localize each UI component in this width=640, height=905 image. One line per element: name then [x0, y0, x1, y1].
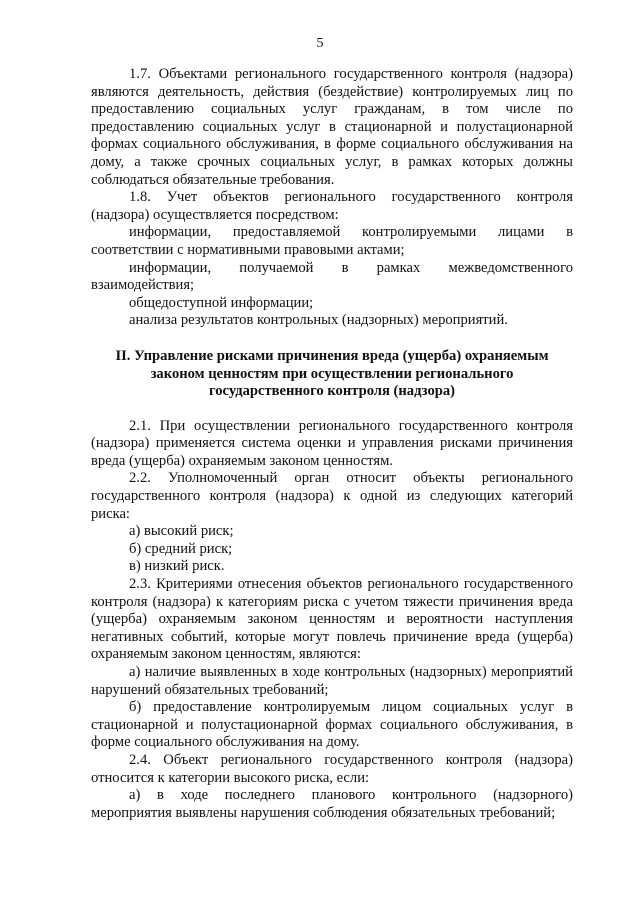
section-heading-line-1: II. Управление рисками причинения вреда (ущерба) охраняемым [115, 347, 549, 364]
list-item-information-provided: информации, предоставляемой контролируемыми лицами в соответствии с нормативными правовыми актами; [91, 224, 573, 258]
list-item-last-inspection: а) в ходе последнего планового контрольного (надзорного) мероприятия выявлены нарушения соблюдения обязательных требований; [91, 787, 573, 821]
section-heading-line-2: законом ценностям при осуществлении регионального [150, 365, 514, 382]
paragraph-1-8: 1.8. Учет объектов регионального государственного контроля (надзора) осуществляется посредством: [91, 189, 573, 223]
list-item-high-risk: а) высокий риск; [129, 523, 234, 540]
page-number: 5 [316, 36, 324, 51]
list-item-medium-risk: б) средний риск; [129, 540, 233, 557]
paragraph-2-4: 2.4. Объект регионального государственного контроля (надзора) относится к категории высокого риска, если: [91, 751, 573, 786]
list-item-public-information: общедоступной информации; [129, 294, 314, 311]
paragraph-2-2: 2.2. Уполномоченный орган относит объекты регионального государственного контроля (надзора) к одной из следующих категорий риска: [91, 470, 573, 522]
list-item-violations-found: а) наличие выявленных в ходе контрольных (надзорных) мероприятий нарушений обязательных требований; [91, 664, 573, 698]
list-item-information-interagency: информации, получаемой в рамках межведомственного взаимодействия; [91, 259, 573, 294]
document-body [91, 66, 573, 822]
paragraph-2-3: 2.3. Критериями отнесения объектов регионального государственного контроля (надзора) к категориям риска с учетом тяжести причинения вреда (ущерба) охраняемым законом ценностям и вероятности наступления негативных событий, которые могут повлечь причинение вреда (ущерба) охраняемым законом ценностям, являются: [91, 576, 573, 663]
list-item-social-services: б) предоставление контролируемым лицом социальных услуг в стационарной и полустационарной формах социального обслуживания, в форме социального обслуживания на дому. [91, 699, 573, 751]
list-item-analysis-results: анализа результатов контрольных (надзорных) мероприятий. [129, 312, 508, 329]
paragraph-2-1: 2.1. При осуществлении регионального государственного контроля (надзора) применяется система оценки и управления рисками причинения вреда (ущерба) охраняемым законом ценностям. [91, 417, 573, 469]
section-heading-line-3: государственного контроля (надзора) [208, 383, 456, 400]
list-item-low-risk: в) низкий риск. [129, 558, 225, 575]
paragraph-1-7: 1.7. Объектами регионального государственного контроля (надзора) являются деятельность, действия (бездействие) контролируемых лиц по предоставлению социальных услуг гражданам, в том числе по предоставлению социальных услуг в стационарной и полустационарной формах социального обслуживания, в форме социального обслуживания на дому, а также срочных социальных услуг, в рамках которых должны соблюдаться обязательные требования. [91, 66, 573, 188]
